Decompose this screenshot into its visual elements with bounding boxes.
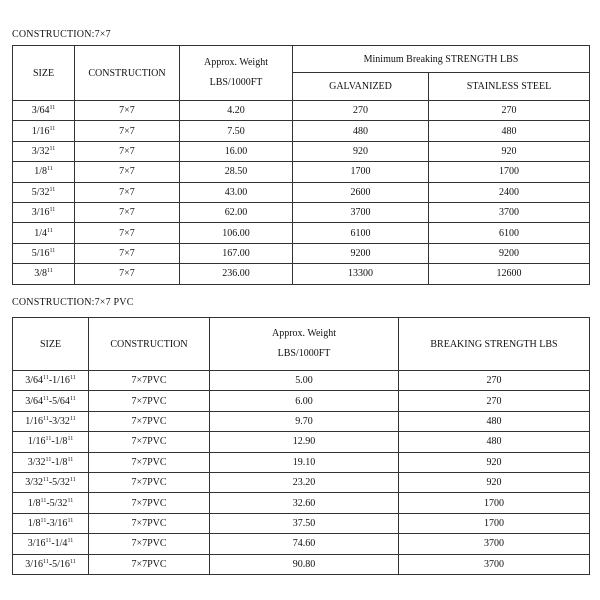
size-range-cell	[13, 371, 89, 391]
breaking-cell: 480	[399, 411, 590, 431]
construction-cell: 7×7	[75, 141, 180, 161]
breaking-cell: 270	[399, 371, 590, 391]
table-row	[13, 243, 590, 263]
pvc-header-weight	[210, 318, 399, 371]
galvanized-cell: 2600	[293, 182, 429, 202]
construction-cell: 7×7PVC	[89, 371, 210, 391]
size-range-cell	[13, 432, 89, 452]
inch-mark: 11	[49, 186, 56, 193]
pvc-header-construction: CONSTRUCTION	[89, 318, 210, 371]
header-construction: CONSTRUCTION	[75, 46, 180, 101]
construction-cell: 7×7	[75, 223, 180, 243]
stainless-cell: 6100	[429, 223, 590, 243]
table-row	[13, 391, 590, 411]
size-value: 3/8	[34, 268, 47, 280]
size-to: -5/64	[48, 395, 70, 407]
inch-mark: 11	[45, 456, 52, 463]
table-row	[13, 182, 590, 202]
size-cell	[13, 202, 75, 222]
inch-mark: 11	[45, 538, 52, 545]
galvanized-cell: 480	[293, 121, 429, 141]
inch-mark: 11	[69, 477, 76, 484]
breaking-cell: 270	[399, 391, 590, 411]
table-row	[13, 452, 590, 472]
size-from: 1/16	[27, 436, 46, 448]
breaking-cell: 3700	[399, 554, 590, 574]
inch-mark: 11	[45, 436, 52, 443]
header-galvanized: GALVANIZED	[293, 73, 429, 101]
pvc-header-weight-line2: LBS/1000FT	[277, 348, 331, 359]
breaking-cell: 3700	[399, 534, 590, 554]
size-cell	[13, 223, 75, 243]
inch-mark: 11	[43, 558, 49, 565]
size-cell	[13, 141, 75, 161]
table-row	[13, 513, 590, 533]
inch-mark: 11	[47, 268, 53, 275]
pvc-header-breaking: BREAKING STRENGTH LBS	[399, 318, 590, 371]
inch-mark: 11	[49, 125, 56, 132]
size-cell	[13, 121, 75, 141]
construction-cell: 7×7	[75, 101, 180, 121]
size-from: 1/8	[27, 517, 41, 529]
size-range-cell	[13, 411, 89, 431]
stainless-cell: 12600	[429, 264, 590, 284]
inch-mark: 11	[67, 456, 74, 463]
galvanized-cell: 9200	[293, 243, 429, 263]
size-value: 1/8	[34, 166, 47, 178]
size-range-cell	[13, 493, 89, 513]
table-row	[13, 411, 590, 431]
size-value: 3/16	[31, 207, 50, 219]
inch-mark: 11	[49, 247, 56, 254]
header-min-breaking: Minimum Breaking STRENGTH LBS	[293, 46, 590, 73]
header-weight-line1: Approx. Weight	[203, 57, 268, 68]
inch-mark: 11	[43, 375, 49, 382]
size-from: 1/8	[27, 497, 41, 509]
weight-cell: 74.60	[210, 534, 399, 554]
size-cell	[13, 264, 75, 284]
size-range-cell	[13, 391, 89, 411]
weight-cell: 16.00	[180, 141, 293, 161]
size-from: 1/16	[25, 415, 44, 427]
construction-cell: 7×7PVC	[89, 452, 210, 472]
inch-mark: 11	[69, 395, 76, 402]
breaking-cell: 1700	[399, 513, 590, 533]
inch-mark: 11	[49, 105, 56, 112]
size-to: -3/32	[48, 415, 70, 427]
galvanized-cell: 920	[293, 141, 429, 161]
weight-cell: 37.50	[210, 513, 399, 533]
size-value: 1/4	[34, 227, 47, 239]
size-to: -3/16	[46, 517, 68, 529]
construction-cell: 7×7	[75, 264, 180, 284]
breaking-cell: 920	[399, 452, 590, 472]
construction-cell: 7×7	[75, 202, 180, 222]
size-cell	[13, 162, 75, 182]
size-to: -1/8	[51, 456, 68, 468]
header-size: SIZE	[13, 46, 75, 101]
inch-mark: 11	[43, 395, 49, 402]
stainless-cell: 920	[429, 141, 590, 161]
construction-cell: 7×7	[75, 182, 180, 202]
size-value: 1/16	[31, 125, 50, 137]
stainless-cell: 3700	[429, 202, 590, 222]
section1-title: CONSTRUCTION:7×7	[12, 29, 111, 40]
breaking-cell: 920	[399, 472, 590, 492]
header-weight	[180, 46, 293, 101]
inch-mark: 11	[67, 436, 74, 443]
size-range-cell	[13, 513, 89, 533]
weight-cell: 19.10	[210, 452, 399, 472]
construction-cell: 7×7	[75, 121, 180, 141]
pvc-header-weight-line1: Approx. Weight	[271, 328, 336, 339]
construction-7x7-pvc-table	[12, 317, 590, 575]
size-to: -5/32	[48, 477, 70, 489]
table-row	[13, 202, 590, 222]
construction-7x7-table	[12, 45, 590, 285]
breaking-cell: 1700	[399, 493, 590, 513]
stainless-cell: 270	[429, 101, 590, 121]
weight-cell: 9.70	[210, 411, 399, 431]
construction-cell: 7×7PVC	[89, 472, 210, 492]
table-row	[13, 141, 590, 161]
size-cell	[13, 101, 75, 121]
construction-cell: 7×7PVC	[89, 513, 210, 533]
inch-mark: 11	[49, 207, 56, 214]
weight-cell: 43.00	[180, 182, 293, 202]
construction-7x7-pvc-body	[13, 371, 590, 575]
inch-mark: 11	[47, 166, 53, 173]
header-weight-line2: LBS/1000FT	[209, 77, 263, 88]
inch-mark: 11	[67, 497, 74, 504]
table-row	[13, 264, 590, 284]
weight-cell: 236.00	[180, 264, 293, 284]
table-row	[13, 554, 590, 574]
stainless-cell: 1700	[429, 162, 590, 182]
table-row	[13, 223, 590, 243]
size-from: 3/64	[25, 375, 44, 387]
construction-cell: 7×7PVC	[89, 411, 210, 431]
inch-mark: 11	[69, 415, 76, 422]
weight-cell: 28.50	[180, 162, 293, 182]
size-to: -5/32	[46, 497, 68, 509]
size-to: -1/8	[51, 436, 68, 448]
header-stainless: STAINLESS STEEL	[429, 73, 590, 101]
breaking-cell: 480	[399, 432, 590, 452]
size-value: 3/64	[31, 105, 50, 117]
table-row	[13, 121, 590, 141]
stainless-cell: 2400	[429, 182, 590, 202]
weight-cell: 6.00	[210, 391, 399, 411]
inch-mark: 11	[40, 497, 47, 504]
inch-mark: 11	[69, 375, 76, 382]
size-value: 5/32	[31, 186, 50, 198]
weight-cell: 5.00	[210, 371, 399, 391]
size-to: -5/16	[48, 558, 70, 570]
weight-cell: 62.00	[180, 202, 293, 222]
weight-cell: 23.20	[210, 472, 399, 492]
section2-title: CONSTRUCTION:7×7 PVC	[12, 297, 134, 308]
table-row	[13, 534, 590, 554]
table-row	[13, 493, 590, 513]
size-to: -1/4	[51, 538, 68, 550]
size-range-cell	[13, 472, 89, 492]
size-value: 5/16	[31, 247, 50, 259]
construction-cell: 7×7PVC	[89, 534, 210, 554]
construction-7x7-body	[13, 101, 590, 285]
table-row	[13, 472, 590, 492]
size-from: 3/32	[27, 456, 46, 468]
inch-mark: 11	[40, 517, 47, 524]
weight-cell: 106.00	[180, 223, 293, 243]
size-cell	[13, 182, 75, 202]
galvanized-cell: 1700	[293, 162, 429, 182]
construction-cell: 7×7PVC	[89, 391, 210, 411]
size-cell	[13, 243, 75, 263]
size-from: 3/64	[25, 395, 44, 407]
table-row	[13, 432, 590, 452]
galvanized-cell: 13300	[293, 264, 429, 284]
size-from: 3/32	[25, 477, 44, 489]
size-from: 3/16	[25, 558, 44, 570]
inch-mark: 11	[67, 517, 74, 524]
galvanized-cell: 6100	[293, 223, 429, 243]
inch-mark: 11	[67, 538, 74, 545]
pvc-header-size: SIZE	[13, 318, 89, 371]
weight-cell: 7.50	[180, 121, 293, 141]
construction-cell: 7×7	[75, 243, 180, 263]
size-range-cell	[13, 554, 89, 574]
table-row	[13, 162, 590, 182]
construction-cell: 7×7	[75, 162, 180, 182]
stainless-cell: 9200	[429, 243, 590, 263]
inch-mark: 11	[47, 227, 53, 234]
size-range-cell	[13, 534, 89, 554]
inch-mark: 11	[43, 477, 49, 484]
weight-cell: 167.00	[180, 243, 293, 263]
stainless-cell: 480	[429, 121, 590, 141]
inch-mark: 11	[43, 415, 49, 422]
inch-mark: 11	[49, 145, 56, 152]
size-value: 3/32	[31, 145, 50, 157]
size-range-cell	[13, 452, 89, 472]
construction-cell: 7×7PVC	[89, 432, 210, 452]
table-row	[13, 371, 590, 391]
weight-cell: 4.20	[180, 101, 293, 121]
weight-cell: 32.60	[210, 493, 399, 513]
weight-cell: 90.80	[210, 554, 399, 574]
galvanized-cell: 270	[293, 101, 429, 121]
weight-cell: 12.90	[210, 432, 399, 452]
size-to: -1/16	[48, 375, 70, 387]
inch-mark: 11	[69, 558, 76, 565]
construction-cell: 7×7PVC	[89, 554, 210, 574]
size-from: 3/16	[27, 538, 46, 550]
construction-cell: 7×7PVC	[89, 493, 210, 513]
galvanized-cell: 3700	[293, 202, 429, 222]
table-row	[13, 101, 590, 121]
